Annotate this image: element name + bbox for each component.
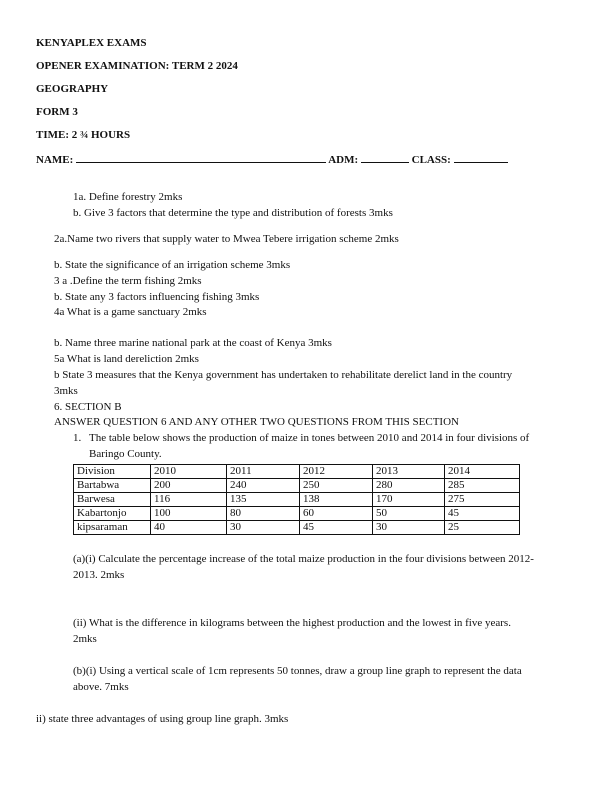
name-field[interactable] [76, 152, 326, 163]
exam-duration: TIME: 2 ¾ HOURS [36, 129, 131, 141]
table-cell: 45 [300, 521, 373, 535]
table-cell: 25 [445, 521, 520, 535]
question-6-a-i: (a)(i) Calculate the percentage increase of the total maize production in the four divisions between 2012- [73, 553, 534, 565]
table-cell: 80 [227, 507, 300, 521]
table-cell: 250 [300, 479, 373, 493]
table-header-cell: 2012 [300, 465, 373, 479]
table-cell: kipsaraman [74, 521, 151, 535]
table-cell: 60 [300, 507, 373, 521]
table-cell: 100 [151, 507, 227, 521]
question-3b: b. State any 3 factors influencing fishing 3mks [54, 291, 260, 303]
table-cell: 240 [227, 479, 300, 493]
table-cell: Kabartonjo [74, 507, 151, 521]
question-6-number: 1. [73, 432, 82, 444]
question-4a: 4a What is a game sanctuary 2mks [54, 306, 207, 318]
question-5b-marks: 3mks [54, 385, 78, 397]
question-6-b-i-cont: above. 7mks [73, 681, 129, 693]
table-header-cell: 2014 [445, 465, 520, 479]
exam-body: KENYAPLEX EXAMS [36, 37, 147, 49]
table-cell: 138 [300, 493, 373, 507]
class-label: CLASS: [411, 154, 451, 166]
table-cell: 285 [445, 479, 520, 493]
question-1a: 1a. Define forestry 2mks [73, 191, 183, 203]
table-cell: 30 [373, 521, 445, 535]
subject: GEOGRAPHY [36, 83, 109, 95]
table-row [74, 521, 520, 535]
question-1b: b. Give 3 factors that determine the type and distribution of forests 3mks [73, 207, 393, 219]
table-cell: 45 [445, 507, 520, 521]
adm-label: ADM: [328, 154, 359, 166]
question-4b: b. Name three marine national park at the coast of Kenya 3mks [54, 337, 332, 349]
question-6-stem: The table below shows the production of maize in tones between 2010 and 2014 in four divisions of [89, 432, 530, 444]
table-cell: Barwesa [74, 493, 151, 507]
maize-production-table [73, 464, 520, 535]
question-6-a-ii: (ii) What is the difference in kilograms between the highest production and the lowest in five years. [73, 617, 511, 629]
table-cell: 200 [151, 479, 227, 493]
class-field[interactable] [454, 152, 508, 163]
table-cell: 30 [227, 521, 300, 535]
table-cell: Bartabwa [74, 479, 151, 493]
table-cell: 40 [151, 521, 227, 535]
question-6-stem-cont: Baringo County. [89, 448, 162, 460]
section-b-instruction: ANSWER QUESTION 6 AND ANY OTHER TWO QUESTIONS FROM THIS SECTION [54, 416, 459, 428]
table-header-cell: 2013 [373, 465, 445, 479]
exam-title: OPENER EXAMINATION: TERM 2 2024 [36, 60, 238, 72]
table-cell: 135 [227, 493, 300, 507]
question-6-b-ii: ii) state three advantages of using group line graph. 3mks [36, 713, 289, 725]
table-row [74, 493, 520, 507]
table-row [74, 507, 520, 521]
form-level: FORM 3 [36, 106, 78, 118]
question-3a: 3 a .Define the term fishing 2mks [54, 275, 202, 287]
table-header-cell: 2011 [227, 465, 300, 479]
question-6-b-i: (b)(i) Using a vertical scale of 1cm represents 50 tonnes, draw a group line graph to represent the data [73, 665, 522, 677]
section-b-heading: 6. SECTION B [54, 401, 122, 413]
table-row [74, 479, 520, 493]
table-cell: 280 [373, 479, 445, 493]
table-header-cell: 2010 [151, 465, 227, 479]
question-6-a-ii-marks: 2mks [73, 633, 97, 645]
table-cell: 275 [445, 493, 520, 507]
table-cell: 50 [373, 507, 445, 521]
table-cell: 170 [373, 493, 445, 507]
question-5b: b State 3 measures that the Kenya government has undertaken to rehabilitate derelict land in the country [54, 369, 513, 381]
adm-field[interactable] [361, 152, 409, 163]
table-cell: 116 [151, 493, 227, 507]
student-details-line [36, 152, 508, 166]
table-header-row [74, 465, 520, 479]
name-label: NAME: [36, 154, 74, 166]
question-6-a-i-cont: 2013. 2mks [73, 569, 125, 581]
question-2a: 2a.Name two rivers that supply water to Mwea Tebere irrigation scheme 2mks [54, 233, 399, 245]
question-2b: b. State the significance of an irrigation scheme 3mks [54, 259, 291, 271]
question-5a: 5a What is land dereliction 2mks [54, 353, 199, 365]
table-header-cell: Division [74, 465, 151, 479]
